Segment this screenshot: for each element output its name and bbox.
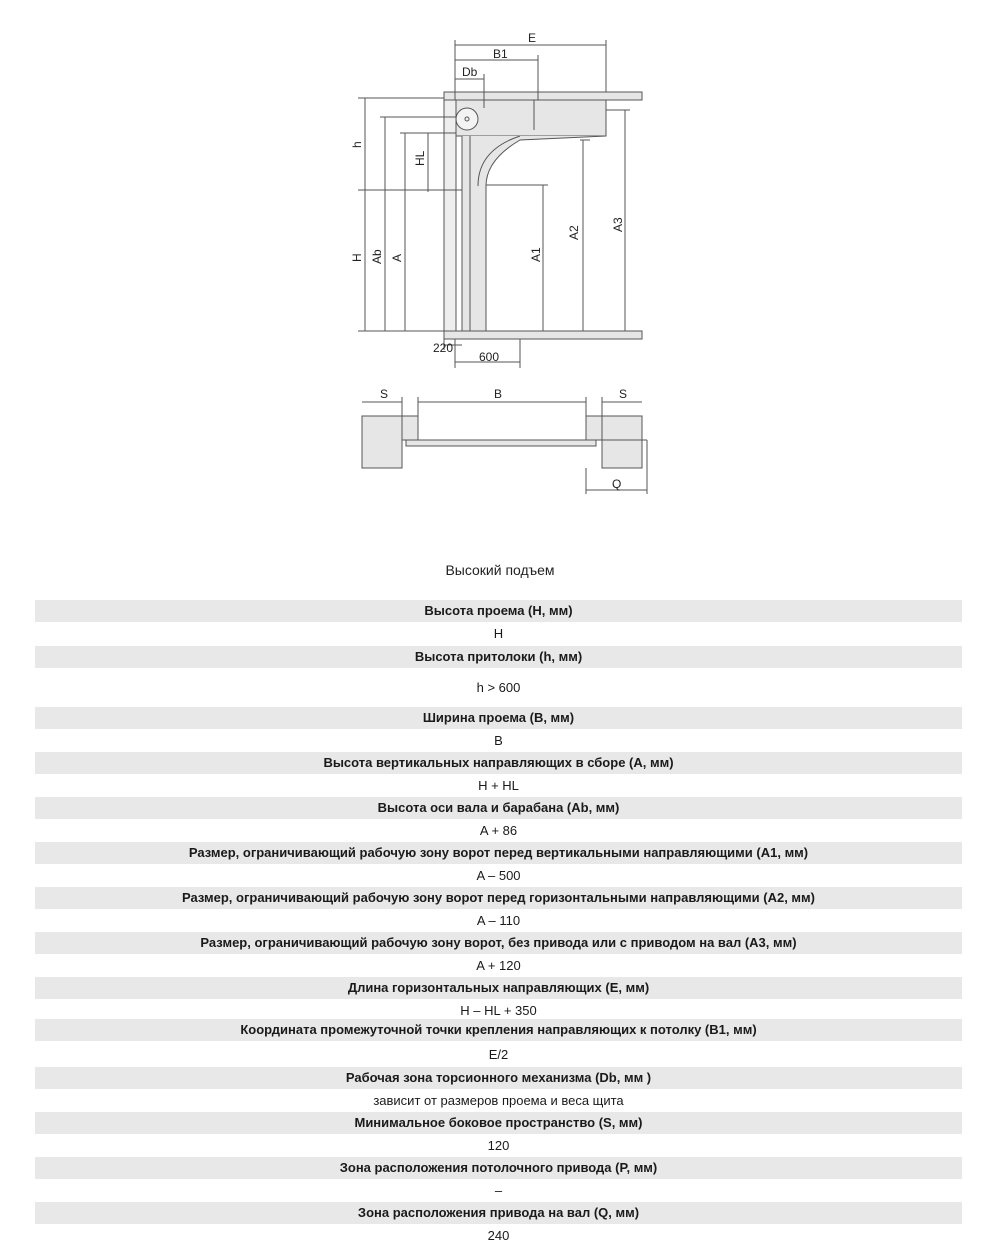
label-Q: Q bbox=[612, 477, 622, 491]
label-A: A bbox=[390, 253, 404, 262]
row-header-B: Ширина проема (B, мм) bbox=[35, 707, 962, 729]
label-S-right: S bbox=[619, 387, 628, 401]
label-600: 600 bbox=[479, 350, 500, 364]
row-header-h: Высота притолоки (h, мм) bbox=[35, 646, 962, 668]
label-220: 220 bbox=[433, 341, 454, 355]
label-h: h bbox=[350, 141, 364, 148]
torsion-box bbox=[456, 100, 606, 136]
row-value-A1: A – 500 bbox=[35, 865, 962, 887]
lintel-wall bbox=[444, 100, 456, 331]
row-value-h: h > 600 bbox=[35, 677, 962, 699]
label-S-left: S bbox=[380, 387, 389, 401]
row-header-A3: Размер, ограничивающий рабочую зону ворот, без привода или с приводом на вал (A3, мм) bbox=[35, 932, 962, 954]
table-subtitle: Высокий подъем bbox=[445, 562, 555, 578]
row-header-Db: Рабочая зона торсионного механизма (Db, мм ) bbox=[35, 1067, 962, 1089]
label-Ab: Ab bbox=[370, 249, 384, 264]
label-A1: A1 bbox=[529, 247, 543, 262]
label-A2: A2 bbox=[567, 225, 581, 240]
label-H: H bbox=[350, 253, 364, 262]
floor-slab bbox=[444, 331, 642, 339]
drum bbox=[456, 108, 478, 130]
row-header-A: Высота вертикальных направляющих в сборе (A, мм) bbox=[35, 752, 962, 774]
label-HL: HL bbox=[413, 150, 427, 166]
row-value-Q: 240 bbox=[35, 1225, 962, 1247]
row-value-Db: зависит от размеров проема и веса щита bbox=[35, 1090, 962, 1112]
row-header-A1: Размер, ограничивающий рабочую зону ворот перед вертикальными направляющими (A1, мм) bbox=[35, 842, 962, 864]
plan-wall-left bbox=[362, 416, 402, 468]
plan-door-panel bbox=[406, 440, 596, 446]
door-diagram bbox=[0, 0, 1000, 540]
label-B: B bbox=[494, 387, 503, 401]
label-Db: Db bbox=[462, 65, 478, 79]
row-header-S: Минимальное боковое пространство (S, мм) bbox=[35, 1112, 962, 1134]
row-header-P: Зона расположения потолочного привода (P, мм) bbox=[35, 1157, 962, 1179]
row-value-Ab: A + 86 bbox=[35, 820, 962, 842]
row-header-B1: Координата промежуточной точки крепления направляющих к потолку (B1, мм) bbox=[35, 1019, 962, 1041]
row-value-A: H + HL bbox=[35, 775, 962, 797]
door-track bbox=[462, 136, 606, 331]
row-value-B1: E/2 bbox=[35, 1044, 962, 1066]
row-value-B: B bbox=[35, 730, 962, 752]
row-value-A3: A + 120 bbox=[35, 955, 962, 977]
label-A3: A3 bbox=[611, 217, 625, 232]
row-value-S: 120 bbox=[35, 1135, 962, 1157]
plan-wall-right bbox=[602, 416, 642, 468]
row-value-P: – bbox=[35, 1180, 962, 1202]
label-E: E bbox=[528, 31, 537, 45]
row-header-E: Длина горизонтальных направляющих (E, мм) bbox=[35, 977, 962, 999]
ceiling-slab bbox=[444, 92, 642, 100]
row-header-Ab: Высота оси вала и барабана (Ab, мм) bbox=[35, 797, 962, 819]
row-value-H: H bbox=[35, 623, 962, 645]
row-header-H: Высота проема (H, мм) bbox=[35, 600, 962, 622]
row-header-Q: Зона расположения привода на вал (Q, мм) bbox=[35, 1202, 962, 1224]
row-value-E: H – HL + 350 bbox=[35, 1000, 962, 1022]
row-header-A2: Размер, ограничивающий рабочую зону ворот перед горизонтальными направляющими (A2, мм) bbox=[35, 887, 962, 909]
label-B1: B1 bbox=[493, 47, 508, 61]
row-value-A2: A – 110 bbox=[35, 910, 962, 932]
